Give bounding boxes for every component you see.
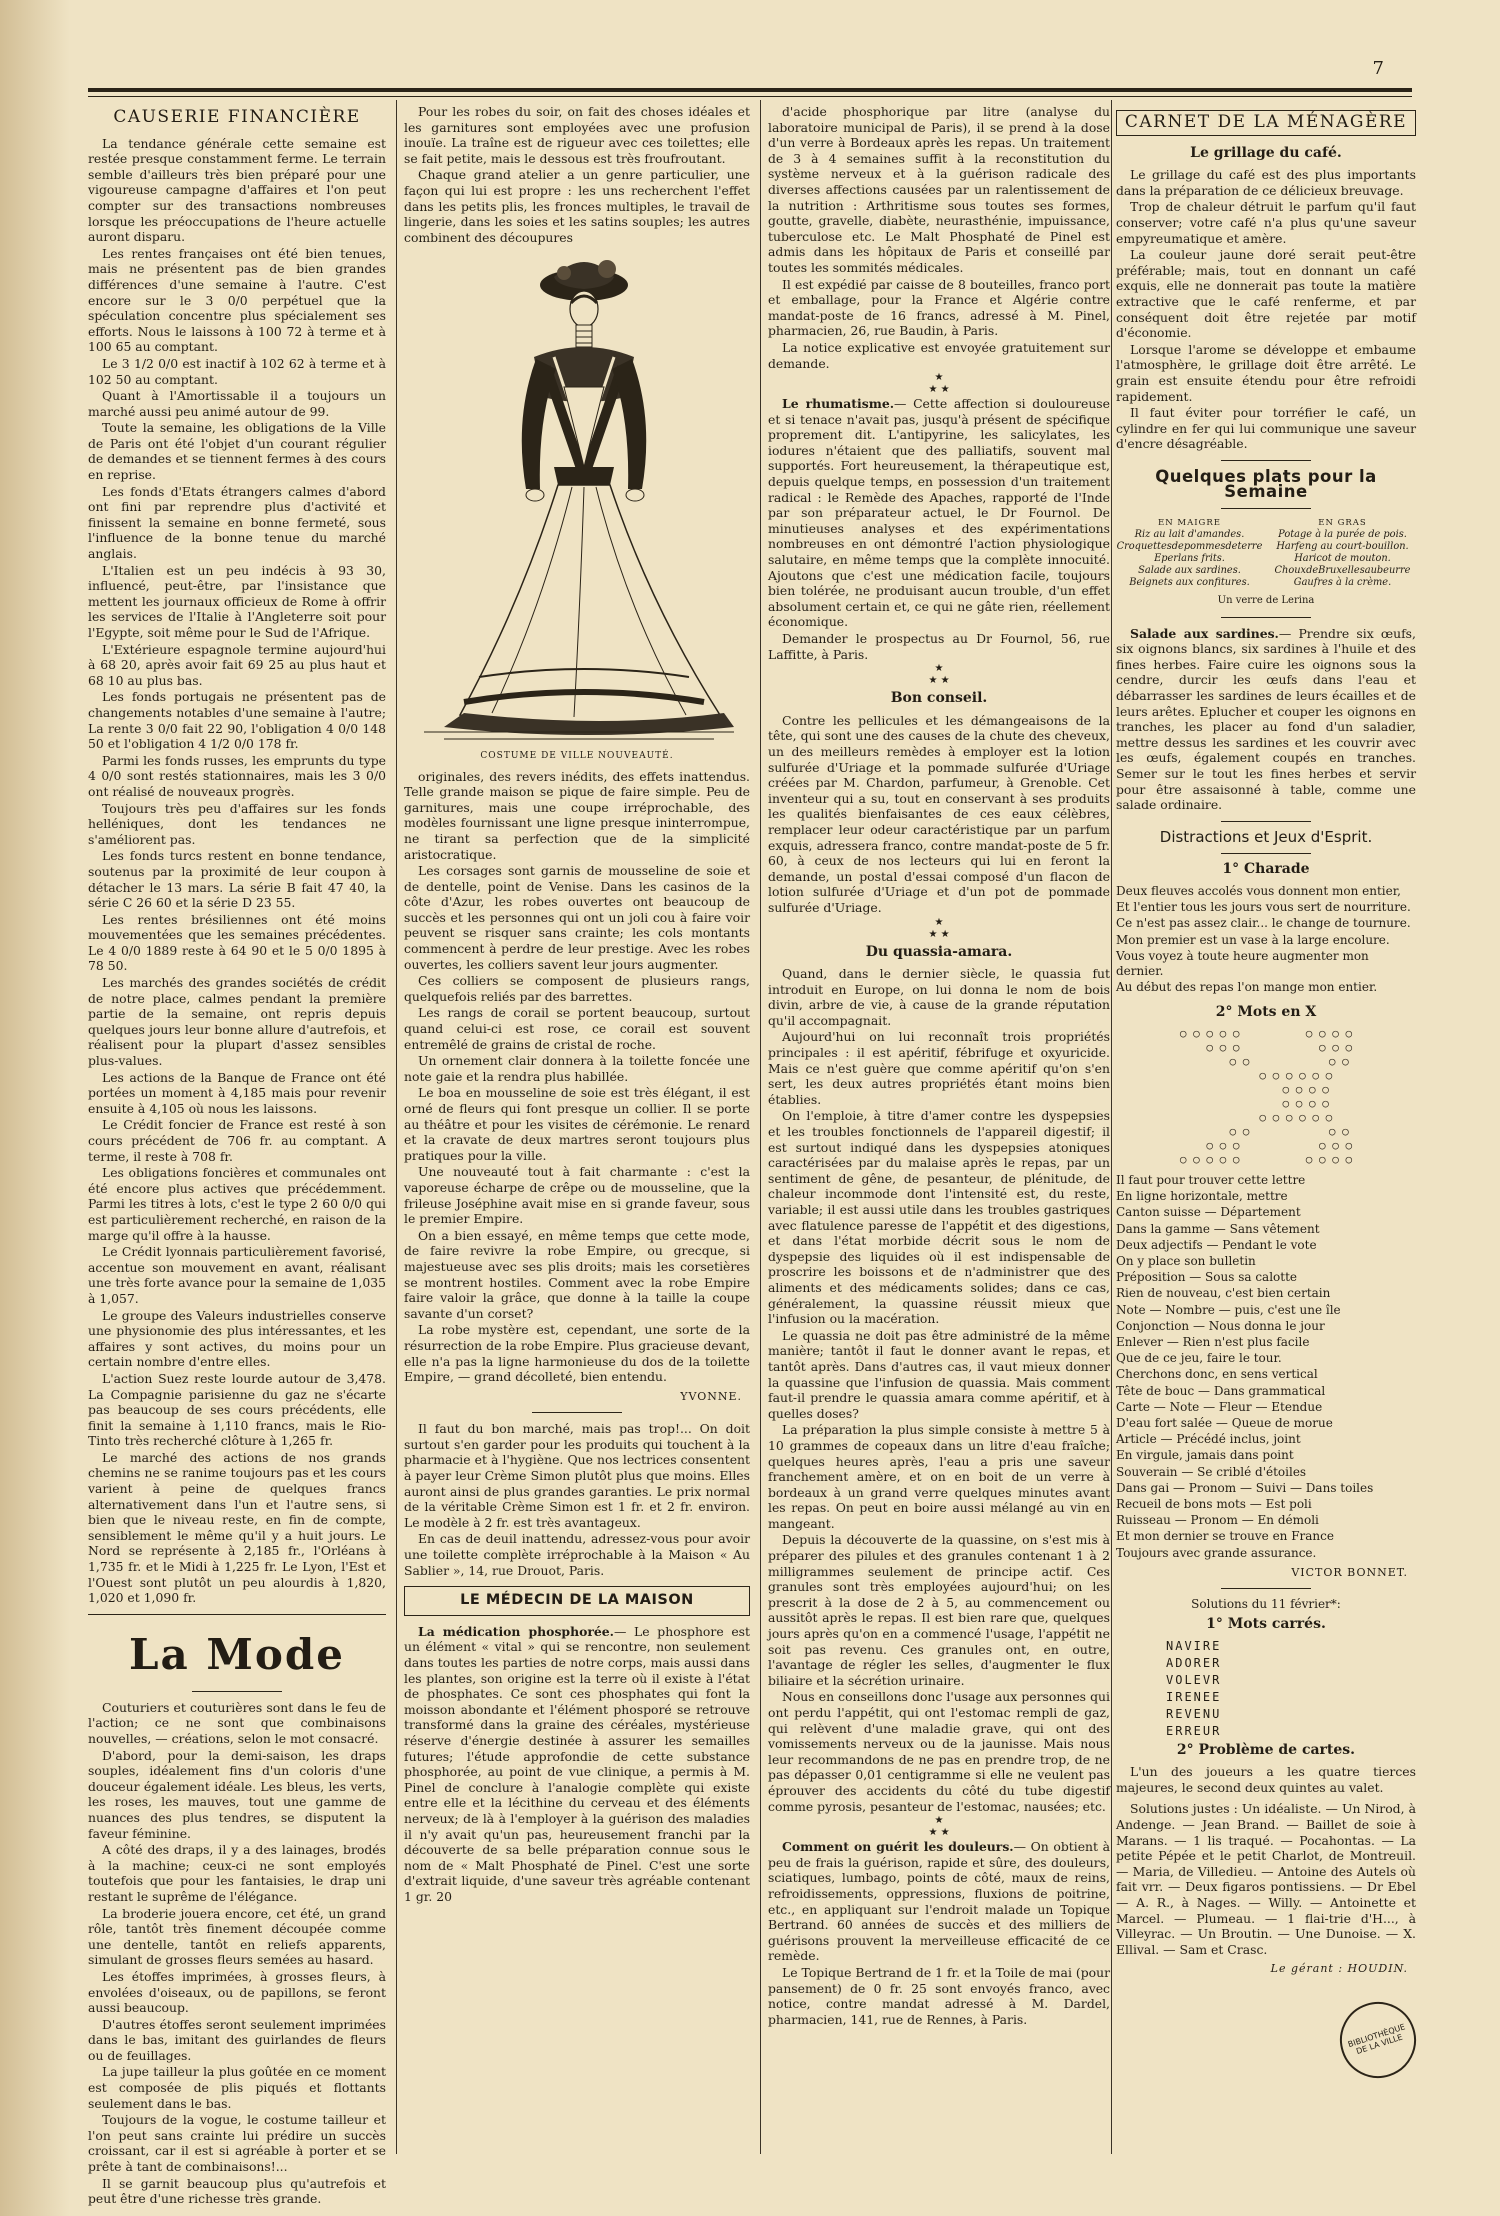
paragraph: La tendance générale cette semaine est restée presque constamment ferme. Le terrain semble d'ailleurs très bien préparé pour une vigoureuse campagne d'affaires et l'on peut compter sur des transactions nombreuses lorsque les préoccupations de l'heure actuelle auront disparu.: [88, 135, 386, 245]
column-carnet-menagere: [1116, 104, 1416, 2154]
menu-maigre: [1116, 517, 1263, 589]
menu-gras: [1269, 517, 1416, 589]
paragraph: Les corsages sont garnis de mousseline de soie et de dentelle, point de Venise. Dans les casinos de la côte d'Azur, les robes ouvertes ont beaucoup de succès et les personnes qui ont un joli cou à faire voir peuvent se risquer sans crainte; les cols montants commencent à perdre de leur prestige. Avec les robes ouvertes, les colliers savent leur jours augmenter.: [404, 863, 750, 972]
paragraph: Lorsque l'arome se développe et embaume l'atmosphère, le grillage doit être arrêté. Le grain est ensuite étendu pour être refroidi rapidement.: [1116, 341, 1416, 404]
clue-line: Que de ce jeu, faire le tour.: [1116, 1351, 1282, 1366]
section-title-medecin: LE MÉDECIN DE LA MAISON: [404, 1586, 750, 1616]
paragraph: Le quassia ne doit pas être administré de la même manière; tantôt il faut le donner avant le repas, et tantôt après. Dans d'autres cas, il vaut mieux donner la quassine que l'infusion de quassia. Mais comment faut-il prendre le quassia amara comme apéritif, et à quelles doses?: [768, 1327, 1110, 1421]
creme-simon-notice: [404, 1421, 750, 1578]
paragraph: Toujours de la vogue, le costume tailleur et l'on peut sans crainte lui prédire un succès croissant, car il est si agréable à porter et se prête à tant de combinaisons!...: [88, 2112, 386, 2175]
charade-verse: [1116, 884, 1416, 995]
clue-line: Carte — Note — Fleur — Etendue: [1116, 1399, 1323, 1414]
douleurs-address: Le Topique Bertrand de 1 fr. et la Toile de mai (pour pansement) de 0 fr. 25 sont envoyés franco, avec notice, contre mandat adressé à M. Dardel, pharmacien, 141, rue de Rennes, à Paris.: [768, 1964, 1110, 2027]
paragraph: Quant à l'Amortissable il a toujours un marché aussi peu animé autour de 99.: [88, 388, 386, 419]
page-number: 7: [1372, 58, 1384, 79]
mots-carres-title: 1° Mots carrés.: [1206, 1616, 1326, 1633]
paragraph: Le marché des actions de nos grands chemins ne se ranime toujours pas et les cours varient à peine de quelques francs alternativement dans l'un et l'autre sens, si bien que le niveau reste, en fin de compte, sensiblement le même qu'il y a huit jours. Le Nord se représente à 2,185 fr., l'Orléans à 1,735 fr. et le Midi à 1,225 fr. Le Lyon, l'Est et l'Ouest sont plutôt un peu alourdis à 1,820, 1,020 et 1,090 fr.: [88, 1449, 386, 1606]
paragraph: Il faut éviter pour torréfier le café, un cylindre en fer qui lui communique une saveur d'encre désagréable.: [1116, 405, 1416, 452]
column-causerie-financiere: [88, 104, 386, 2207]
clue-line: Canton suisse — Département: [1116, 1205, 1301, 1220]
menu-item: Haricot de mouton.: [1294, 553, 1391, 565]
verse-line: Il faut pour trouver cette lettre: [1116, 1172, 1306, 1187]
column-divider: [396, 100, 397, 2154]
clue-line: Cherchons donc, en sens vertical: [1116, 1367, 1318, 1382]
paragraph: Trop de chaleur détruit le parfum qu'il faut conserver; votre café n'a plus qu'une saveur empyreumatique et amère.: [1116, 199, 1416, 246]
paragraph: Depuis la découverte de la quassine, on s'est mis à préparer des pilules et des granules contenant 1 à 2 milligrammes seulement de principe actif. Ces granules sont très employées aujourd'hui; on les prescrit à la dose de 2 à 5, au commencement ou aussitôt après le repas. Il est bien rare que, quelques jours après qu'on en a commencé l'usage, l'appétit ne soit pas revenu. Ces granules ont, en outre, l'avantage de régler les selles, d'augmenter le flux biliaire et la sécrétion urinaire.: [768, 1532, 1110, 1688]
paragraph: Couturiers et couturières sont dans le feu de l'action; ce ne sont que combinaisons nouvelles, — créations, selon le mot consacré.: [88, 1699, 386, 1746]
paragraph: Pour les robes du soir, on fait des choses idéales et les garnitures sont employées avec une profusion inouïe. La traîne est de rigueur avec ces toilettes; elle se fait petite, mais le dessous est très froufroutant.: [404, 104, 750, 166]
paragraph: L'action Suez reste lourde autour de 3,478. La Compagnie parisienne du gaz ne s'écarte pas beaucoup de ses cours précédents, elle finit la semaine à 1,110 francs, mais le Rio-Tinto très recherché clôture à 1,265 fr.: [88, 1370, 386, 1449]
paragraph: Les fonds d'Etats étrangers calmes d'abord ont fini par reprendre plus d'activité et finissent la semaine en bonne fermeté, sous l'influence de la bonne tenue du marché anglais.: [88, 483, 386, 562]
solutions-title: Solutions du 11 février*:: [1191, 1597, 1341, 1612]
verse-line: Deux fleuves accolés vous donnent mon entier,: [1116, 883, 1401, 898]
woman-dress-figure: [404, 247, 750, 747]
mots-carres-row: ERREUR: [1166, 1723, 1222, 1738]
paragraph: La couleur jaune doré serait peut-être préférable; mais, tout en donnant un café exquis, elle ne donnerait pas toute la matière extractive que le café renferme, et par conséquent doit être rejetée par motif d'économie.: [1116, 247, 1416, 341]
distractions-title: Distractions et Jeux d'Esprit.: [1159, 827, 1373, 846]
menu-item: Riz au lait d'amandes.: [1134, 529, 1245, 541]
salade-title: Salade aux sardines.: [1130, 625, 1279, 641]
menu-item: ChouxdeBruxellesaubeurre: [1274, 565, 1411, 577]
clue-line: Conjonction — Nous donna le jour: [1116, 1318, 1325, 1333]
paragraph: Les actions de la Banque de France ont été portées un moment à 4,185 mais pour revenir ensuite à 4,105 où nous les laissons.: [88, 1069, 386, 1116]
column-mode-continued: [404, 104, 750, 2154]
gerant-signature: Le gérant : HOUDIN.: [1270, 1962, 1408, 1976]
clue-line: Et mon dernier se trouve en France: [1116, 1529, 1334, 1544]
menu-item: Croquettesdepommesdeterre: [1116, 541, 1263, 553]
column-medecin-continued: [768, 104, 1110, 2154]
separator-stars: ★ ★ ★: [928, 916, 950, 940]
paragraph: Les étoffes imprimées, à grosses fleurs, à envolées d'oiseaux, ou de papillons, se feront aussi beaucoup.: [88, 1968, 386, 2016]
mots-carres-grid: [1116, 1639, 1416, 1739]
paragraph: Toute la semaine, les obligations de la Ville de Paris ont été l'objet d'un courant régulier de demandes et se tiennent fermes à des cours en reprise.: [88, 420, 386, 483]
paragraph: Une nouveauté tout à fait charmante : c'est la vaporeuse écharpe de crêpe ou de mousseline, que la frileuse Joséphine avait mise en si grande faveur, sous le premier Empire.: [404, 1164, 750, 1227]
paragraph: L'Extérieure espagnole termine aujourd'hui à 68 20, après avoir fait 69 25 au plus haut et 68 10 au plus bas.: [88, 641, 386, 688]
clue-line: D'eau fort salée — Queue de morue: [1116, 1416, 1333, 1431]
paragraph: Le grillage du café est des plus importants dans la préparation de ce délicieux breuvage.: [1116, 167, 1416, 198]
menu-item: Eperlans frits.: [1154, 553, 1225, 565]
clue-line: Toujours avec grande assurance.: [1116, 1545, 1317, 1560]
section-divider: [1221, 821, 1311, 822]
clue-line: Dans gai — Pronom — Suivi — Dans toiles: [1116, 1480, 1374, 1495]
menu-item: Harfeng au court-bouillon.: [1276, 541, 1409, 553]
clue-line: On y place son bulletin: [1116, 1254, 1256, 1268]
medication-title: La médication phosphorée.: [418, 1623, 614, 1639]
verse-line: Au début des repas l'on mange mon entier.: [1116, 980, 1378, 995]
paragraph: originales, des revers inédits, des effets inattendus. Telle grande maison se pique de faire simple. Peu de garnitures, mais une coupe irréprochable, des modèles fournissant une ligne presque ininterrompue, ne tirant sa perfection que de la simplicité aristocratique.: [404, 768, 750, 862]
paragraph: Les fonds turcs restent en bonne tendance, soutenus par la proximité de leur coupon à détacher le 13 mars. La série B fait 47 40, la série C 26 60 et la série D 23 55.: [88, 848, 386, 911]
section-divider: [1221, 617, 1311, 618]
menu-item: Salade aux sardines.: [1138, 565, 1241, 577]
cartes-title: 2° Problème de cartes.: [1176, 1741, 1356, 1758]
clue-line: Recueil de bons mots — Est poli: [1116, 1497, 1312, 1512]
mode-intro: [404, 104, 750, 245]
paragraph: Les rangs de corail se portent beaucoup, surtout quand celui-ci est rose, ce corail est souvent entremêlé de grains de cristal de roche.: [404, 1005, 750, 1052]
mode-body: [404, 769, 750, 1385]
column-divider: [1111, 100, 1112, 2154]
mots-carres-row: VOLEVR: [1166, 1672, 1222, 1687]
mots-carres-row: ADORER: [1166, 1655, 1222, 1670]
header-rule: [88, 88, 1412, 92]
paragraph: Les rentes françaises ont été bien tenues, mais ne présentent pas de bien grandes différences d'une semaine à l'autre. C'est encore sur le 3 0/0 perpétuel que la spéculation concentre plus spécialement ses efforts. Nous le laissons à 100 72 à terme et à 100 65 au comptant.: [88, 245, 386, 355]
paragraph: Le 3 1/2 0/0 est inactif à 102 62 à terme et à 102 50 au comptant.: [88, 355, 386, 387]
paragraph: La notice explicative est envoyée gratuitement sur demande.: [768, 339, 1110, 371]
section-title-la-mode: La Mode: [129, 1629, 345, 1679]
bon-conseil-title: Bon conseil.: [890, 690, 988, 707]
separator-stars: ★ ★ ★: [928, 663, 950, 687]
paragraph: La robe mystère est, cependant, une sorte de la résurrection de la robe Empire. Plus gracieuse devant, elle n'a pas la ligne harmonieuse du dos de la toilette Empire, — grand décolleté, bien entendu.: [404, 1322, 750, 1385]
column-divider: [760, 100, 761, 2154]
figure-caption: COSTUME DE VILLE NOUVEAUTÉ.: [480, 750, 674, 761]
verse-line: Et l'entier tous les jours vous sert de nourriture.: [1116, 900, 1411, 915]
menu-table: [1116, 517, 1416, 589]
solutions-justes: Solutions justes : Un idéaliste. — Un Nirod, à Andenge. — Jean Brand. — Baillet de soie à Marans. — 1 lis traqué. — Pocahontas. — La petite Pépée et le petit Charlot, de Montreuil. — Maria, de Villedieu. — Antoine des Autels où fait vrr. — Deux figaros pontissiens. — Dr Ebel — A. R., à Nages. — Willy. — Antoinette et Marcel. — Plumeau. — 1 flai-trie d'H..., à Villeyrac. — Un Broutin. — Une Dunoise. — X. Ellival. — Sam et Crasc.: [1116, 1801, 1416, 1957]
mots-carres-row: IRENEE: [1166, 1689, 1222, 1704]
paragraph: Il est expédié par caisse de 8 bouteilles, franco port et emballage, pour la France et Algérie contre mandat-poste de 16 francs, adressé à M. Pinel, pharmacien, 26, rue Baudin, à Paris.: [768, 276, 1110, 339]
salade-text: — Prendre six œufs, six oignons blancs, six sardines à l'huile et des fines herbes. Faire cuire les oignons sous la cendre, durcir les œufs dans l'eau et débarrasser les sardines de leurs écailles et de leurs arêtes. Eplucher et couper les oignons en tranches, les placer au fond d'un saladier, mettre dessus les sardines et les couvrir avec les œufs, également coupés en tranches. Semer sur le tout les fines herbes et servir pour être assaisonné à table, comme une salade ordinaire.: [1116, 625, 1416, 813]
paragraph: La préparation la plus simple consiste à mettre 5 à 10 grammes de copeaux dans un litre d'eau fraîche; quelques heures après, l'eau a pris une saveur franchement amère, et on en boit de un verre à bordeaux à un grand verre quelques minutes avant les repas. On peut en boire aussi mélangé au vin en mangeant.: [768, 1422, 1110, 1531]
menu-item: Beignets aux confitures.: [1129, 577, 1250, 589]
causerie-article: [88, 136, 386, 1606]
separator-stars: ★ ★ ★: [928, 372, 950, 396]
clue-line: En virgule, jamais dans point: [1116, 1448, 1294, 1463]
plats-title: Quelques plats pour la Semaine: [1155, 466, 1377, 502]
section-divider: [1221, 460, 1311, 461]
paragraph: D'abord, pour la demi-saison, les draps souples, idéalement fins d'un coloris d'une douceur également idéale. Les bleus, les verts, les roses, les mauves, tout une gamme de nuances des plus tendres, se disputent la faveur féminine.: [88, 1747, 386, 1841]
douleurs-title: Comment on guérit les douleurs.: [782, 1839, 1014, 1855]
fashion-illustration: [404, 247, 750, 764]
section-divider: [88, 1614, 386, 1615]
paragraph: Les obligations foncières et communales ont été encore plus actives que précédemment. Parmi les titres à lots, c'est le type 2 60 0/0 qui est particulièrement recherché, en raison de la marge qu'il offre à la hausse.: [88, 1165, 386, 1243]
page-edge-stain: [0, 0, 70, 2216]
menu-maigre-head: EN MAIGRE: [1158, 518, 1221, 529]
clue-line: Ruisseau — Pronom — En démoli: [1116, 1513, 1319, 1528]
mots-x-grid: ○ ○ ○ ○ ○ ○ ○ ○ ○ ○ ○ ○ ○ ○ ○ ○ ○ ○ ○ ○ ○ ○ ○ ○ ○ ○ ○ ○ ○ ○ ○ ○ ○ ○ ○ ○ ○ ○ ○ ○ ○ ○ ○ ○ ○ ○ ○ ○ ○ ○ ○ ○ ○ ○ ○ ○ ○ ○: [1179, 1026, 1353, 1166]
title-underline: [192, 1691, 282, 1692]
verse-line: Vous voyez à toute heure augmenter mon dernier.: [1116, 948, 1369, 978]
puzzle-signature: VICTOR BONNET.: [1291, 1565, 1408, 1579]
paragraph: L'Italien est un peu indécis à 93 30, influencé, peut-être, par l'insistance que mettent les journaux officieux de Rome à offrir les services de l'Italie à l'Angleterre soit pour l'Egypte, soit même pour le Sud de l'Afrique.: [88, 562, 386, 640]
clue-line: Dans la gamme — Sans vêtement: [1116, 1221, 1320, 1236]
cartes-text: L'un des joueurs a les quatre tierces majeures, le second deux quintes au valet.: [1116, 1764, 1416, 1795]
quassia-title: Du quassia-amara.: [865, 943, 1013, 960]
separator-stars: ★ ★ ★: [928, 1815, 950, 1839]
title-underline: [1221, 853, 1311, 854]
section-title-causerie: CAUSERIE FINANCIÈRE: [113, 107, 361, 127]
cafe-title: Le grillage du café.: [1190, 144, 1342, 161]
verse-line: Mon premier est un vase à la large encolure.: [1116, 932, 1390, 947]
rhumatisme-address: Demander le prospectus au Dr Fournol, 56, rue Laffitte, à Paris.: [768, 631, 1110, 662]
clue-line: Préposition — Sous sa calotte: [1116, 1270, 1298, 1285]
verse-line: En ligne horizontale, mettre: [1116, 1189, 1288, 1204]
paragraph: Les marchés des grandes sociétés de crédit de notre place, calmes pendant la première partie de la semaine, ont repris depuis quelques jours leur bonne allure d'autrefois, et réalisent pour la plupart d'assez sensibles plus-values.: [88, 975, 386, 1069]
clue-line: Rien de nouveau, c'est bien certain: [1116, 1286, 1331, 1301]
verse-line: Ce n'est pas assez clair... le change de tournure.: [1116, 916, 1411, 931]
section-title-carnet: CARNET DE LA MÉNAGÈRE: [1116, 110, 1416, 136]
mots-x-clues: [1116, 1205, 1416, 1560]
paragraph: Quand, dans le dernier siècle, le quassia fut introduit en Europe, on lui donna le nom de bois divin, arbre de vie, à cause de la grande réputation qu'il accompagnait.: [768, 966, 1110, 1028]
paragraph: D'autres étoffes seront seulement imprimées dans le bas, imitant des guirlandes de fleurs ou de feuillages.: [88, 2016, 386, 2063]
paragraph: Le Crédit lyonnais particulièrement favorisé, accentue son mouvement en avant, réalisant une très forte avance pour la semaine de 1,035 à 1,057.: [88, 1244, 386, 1306]
paragraph: On a bien essayé, en même temps que cette mode, de faire revivre la robe Empire, ou grecque, si majestueuse avec ses plis droits; mais les corsetières se montrent hostiles. Comment avec la robe Empire faire valoir la grâce, que donne à la taille la coupe savante d'un corset?: [404, 1227, 750, 1321]
paragraph: La jupe tailleur la plus goûtée en ce moment est composée de plis piqués et flottants seulement dans le bas.: [88, 2064, 386, 2111]
paragraph: Parmi les fonds russes, les emprunts du type 4 0/0 sont restés stationnaires, mais les 3 0/0 ont réalisé de nouveaux progrès.: [88, 752, 386, 799]
paragraph: Nous en conseillons donc l'usage aux personnes qui ont perdu l'appétit, qui ont l'estomac rempli de gaz, qui relèvent d'une maladie grave, qui ont des vomissements nerveux ou de la jaunisse. Mais nous leur recommandons de ne pas en prendre trop, de ne pas dépasser 0,01 centigramme si elle ne veulent pas éprouver des accidents du côté du tube digestif comme pyrosis, pesanteur de l'estomac, nausées; etc.: [768, 1689, 1110, 1814]
mots-x-intro: [1116, 1173, 1416, 1204]
paragraph: On l'emploie, à titre d'amer contre les dyspepsies et les troubles fonctionnels de l'appareil digestif; il est surtout indiqué dans les dyspepsies atoniques caractérisées par du malaise après le repas, par un sentiment de gêne, de pesanteur, de plénitude, de chaleur incommode dont l'intensité est, du reste, variable; il est aussi utile dans les troubles gastriques avec flatulence paresse de l'appétit et des digestions, et dans l'état morbide décrit sous le nom de dyspepsie des liquides où il est indispensable de proscrire les boissons et de n'administrer que des aliments et des médicaments solides; dans ce cas, généralement, la quassine réussit mieux que l'infusion ou la macération.: [768, 1108, 1110, 1327]
clue-line: Souverain — Se criblé d'étoiles: [1116, 1464, 1307, 1479]
paragraph: Le Crédit foncier de France est resté à son cours précédent de 706 fr. au comptant. A terme, il reste à 708 fr.: [88, 1117, 386, 1164]
paragraph: Il faut du bon marché, mais pas trop!... On doit surtout s'en garder pour les produits qui touchent à la pharmacie et à l'hygiène. Que nos lectrices consentent à payer leur Crème Simon plutôt plus que moins. Elles auront ainsi de plus grandes garanties. Le prix normal de la véritable Crème Simon est 1 fr. et 2 fr. environ. Le modèle à 2 fr. est très avantageux.: [404, 1421, 750, 1530]
mots-carres-row: REVENU: [1166, 1706, 1222, 1721]
header-rule-thin: [88, 96, 1412, 97]
paragraph: Les rentes brésiliennes ont été moins mouvementées que les semaines précédentes. Le 4 0/0 1889 reste à 64 90 et le 5 0/0 1895 à 78 50.: [88, 911, 386, 974]
douleurs-text: — On obtient à peu de frais la guérison, rapide et sûre, des douleurs, sciatiques, lumbago, points de côté, maux de reins, refroidissements, oppressions, fluxions de poitrine, etc., en appliquant sur l'endroit malade un Topique Bertrand. 60 années de succès et des milliers de guérisons prouvent la merveilleuse efficacité de ce remède.: [768, 1839, 1110, 1964]
paragraph: Aujourd'hui on lui reconnaît trois propriétés principales : il est apéritif, fébrifuge et oxyuricide. Mais ce n'est guère que comme apéritif qu'on s'en sert, les deux autres propriétés étant moins bien établies.: [768, 1029, 1110, 1107]
paragraph: d'acide phosphorique par litre (analyse du laboratoire municipal de Paris), il se prend à la dose d'un verre à Bordeaux après les repas. Un traitement de 3 à 4 semaines suffit à la reconstitution du système nerveux et à la guérison radicale des diverses affections causées par un ralentissement de la nutrition : Arthritisme sous toutes ses formes, goutte, gravelle, diabète, neurasthénie, impuissance, tuberculose etc. Le Malt Phosphaté de Pinel est admis dans les hôpitaux de Paris et conseillé par toutes les sommités médicales.: [768, 104, 1110, 275]
clue-line: Enlever — Rien n'est plus facile: [1116, 1335, 1310, 1350]
paragraph: En cas de deuil inattendu, adressez-vous pour avoir une toilette complète irréprochable à la Maison « Au Sablier », 14, rue Drouot, Paris.: [404, 1531, 750, 1578]
paragraph: Un ornement clair donnera à la toilette foncée une note gaie et la rendra plus habillée.: [404, 1053, 750, 1084]
paragraph: Ces colliers se composent de plusieurs rangs, quelquefois reliés par des barrettes.: [404, 973, 750, 1004]
paragraph: Les fonds portugais ne présentent pas de changements notables d'une semaine à l'autre; La rente 3 0/0 fait 22 90, l'obligation 4 0/0 148 50 et l'obligation 4 1/2 0/0 178 fr.: [88, 689, 386, 752]
clue-line: Tête de bouc — Dans grammatical: [1116, 1383, 1326, 1398]
la-mode-article: [88, 1700, 386, 2207]
rhumatisme-text: — Cette affection si douloureuse et si tenace n'avait pas, jusqu'à présent de spécifique proprement dit. L'antipyrine, les salicylates, les iodures n'étaient que des palliatifs, souvent mal supportés. Fort heureusement, la thérapeutique est, depuis quelque temps, en possession d'un traitement radical : le Remède des Apaches, rapporté de l'Inde par son préparateur actuel, le Dr Fournol. De minutieuses analyses et des expérimentations nombreuses en ont démontré l'action physiologique salutaire, en même temps que la complète innocuité. Ajoutons que c'est une médication facile, toujours bien tolérée, ne produisant aucun trouble, d'un effet absolument certain et, ce qui ne gâte rien, réellement économique.: [768, 396, 1110, 630]
title-underline: [1221, 508, 1311, 509]
section-divider: [532, 1412, 622, 1413]
rhumatisme-title: Le rhumatisme.: [782, 396, 895, 412]
quassia-text: [768, 966, 1110, 1814]
cafe-text: [1116, 167, 1416, 452]
library-stamp: BIBLIOTHÈQUE DE LA VILLE: [1330, 1992, 1426, 2088]
clue-line: Note — Nombre — puis, c'est une île: [1116, 1302, 1341, 1317]
bon-conseil-text: Contre les pellicules et les démangeaisons de la tête, qui sont une des causes de la chute des cheveux, un des meilleurs remèdes à employer est la lotion sulfurée d'Uriage et la pommade sulfurée d'Uriage créées par M. Chardon, parfumeur, à Grenoble. Cet inventeur qui a su, tout en conservant à ses produits les qualités bienfaisantes de ces eaux célèbres, remplacer leur odeur caractéristique par un parfum exquis, adressera franco, contre mandat-poste de 5 fr. 60, à ceux de nos lecteurs qui lui en feront la demande, un postal d'essai composé d'un flacon de lotion sulfurée d'Uriage et d'un pot de pommade sulfurée d'Uriage.: [768, 712, 1110, 915]
paragraph: Le groupe des Valeurs industrielles conserve une physionomie des plus intéressantes, et les affaires y sont actives, du moins pour un certain nombre d'entre elles.: [88, 1307, 386, 1370]
mots-carres-row: NAVIRE: [1166, 1638, 1222, 1653]
charade-title: 1° Charade: [1222, 861, 1310, 878]
clue-line: Article — Précédé inclus, joint: [1116, 1432, 1301, 1447]
clue-line: Deux adjectifs — Pendant le vote: [1116, 1237, 1317, 1252]
medication-text: — Le phosphore est un élément « vital » qui se rencontre, non seulement dans toutes les parties de notre corps, mais aussi dans les plantes, son origine est la terre où il existe à l'état de phosphates. Ce sont ces phosphates qui font la moisson abondante et l'élément phosporé se retrouve transformé dans la graine des céréales, mystérieuse réserve d'énergie destinée à assurer les semailles futures; l'étude approfondie de cette substance phosphorée, au point de vue clinique, a permis à M. Pinel de conclure à l'analogie complète qui existe entre elle et la lécithine du cerveau et des éléments nerveux; de là à l'employer à la guérison des maladies il n'y avait qu'un pas, heureusement franchi par la découverte de sa belle préparation connue sous le nom de « Malt Phosphaté de Pinel. C'est une sorte d'extrait liquide, d'une saveur très agréable contenant 1 gr. 20: [404, 1623, 751, 1904]
paragraph: La broderie jouera encore, cet été, un grand rôle, tantôt très finement découpée comme une dentelle, tantôt en reliefs apparents, simulant de grosses fleurs semées au hasard.: [88, 1905, 386, 1968]
paragraph: A côté des draps, il y a des lainages, brodés à la machine; ceux-ci ne sont employés toutefois que pour les fantaisies, le drap uni restant le suprême de l'élégance.: [88, 1842, 386, 1904]
paragraph: Il se garnit beaucoup plus qu'autrefois et peut être d'une richesse très grande.: [88, 2175, 386, 2207]
menu-gras-head: EN GRAS: [1318, 518, 1367, 529]
menu-item: Potage à la purée de pois.: [1278, 529, 1407, 541]
paragraph: Toujours très peu d'affaires sur les fonds helléniques, dont les tendances ne s'améliorent pas.: [88, 800, 386, 847]
mots-x-title: 2° Mots en X: [1215, 1004, 1317, 1021]
menu-item: Gaufres à la crème.: [1293, 577, 1392, 589]
paragraph: Chaque grand atelier a un genre particulier, une façon qui lui est propre : les uns recherchent l'effet dans les petits plis, les fronces multiples, le travail de lingerie, dans les soies et les satins souples; les autres combinent des découpures: [404, 167, 750, 245]
paragraph: Le boa en mousseline de soie est très élégant, il est orné de fleurs qui font presque un collier. Il se porte au théâtre et pour les visites de cérémonie. Le renard et la cravate de deux martres seront toujours plus pratiques pour la ville.: [404, 1085, 750, 1163]
malt-phosphate-text: [768, 104, 1110, 371]
section-divider: [1221, 1588, 1311, 1589]
author-signature: YVONNE.: [680, 1389, 742, 1403]
menu-footer: Un verre de Lerina: [1217, 595, 1315, 607]
